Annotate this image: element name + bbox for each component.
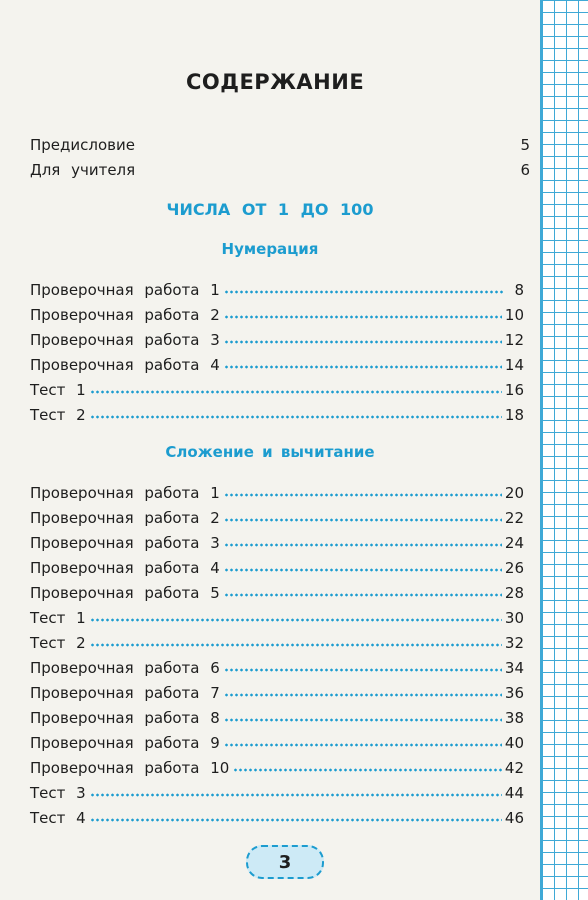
toc-label: Проверочная работа 1	[30, 484, 220, 502]
toc-row[interactable]	[30, 350, 524, 374]
toc-page-number: 20	[504, 484, 524, 502]
toc-label: Проверочная работа 2	[30, 509, 220, 527]
toc-leader	[224, 314, 502, 320]
toc-label: Для учителя	[30, 161, 136, 179]
toc-page-number: 18	[504, 406, 524, 424]
toc-page-number: 32	[504, 634, 524, 652]
toc-page-number: 14	[504, 356, 524, 374]
toc-label: Тест 2	[30, 406, 86, 424]
toc-page-number: 42	[504, 759, 524, 777]
toc-leader	[139, 144, 511, 150]
toc-leader	[90, 617, 502, 623]
toc-label: Проверочная работа 7	[30, 684, 220, 702]
toc-row[interactable]	[30, 325, 524, 349]
toc-leader	[224, 692, 502, 698]
toc-row-preface[interactable]	[30, 130, 530, 154]
toc-leader	[224, 667, 502, 673]
toc-row[interactable]	[30, 275, 524, 299]
toc-row[interactable]	[30, 503, 524, 527]
toc-row[interactable]	[30, 553, 524, 577]
toc-row[interactable]	[30, 578, 524, 602]
toc-page-number: 46	[504, 809, 524, 827]
toc-page-number: 44	[504, 784, 524, 802]
toc-row[interactable]	[30, 778, 524, 802]
toc-label: Тест 4	[30, 809, 86, 827]
toc-label: Тест 3	[30, 784, 86, 802]
toc-leader	[224, 742, 502, 748]
toc-label: Проверочная работа 8	[30, 709, 220, 727]
toc-leader	[224, 717, 502, 723]
toc-label: Предисловие	[30, 136, 135, 154]
toc-label: Проверочная работа 2	[30, 306, 220, 324]
toc-row[interactable]	[30, 753, 524, 777]
toc-row[interactable]	[30, 375, 524, 399]
toc-row[interactable]	[30, 400, 524, 424]
toc-page-number: 40	[504, 734, 524, 752]
toc-label: Тест 1	[30, 381, 86, 399]
toc-leader	[90, 389, 502, 395]
toc-label: Проверочная работа 9	[30, 734, 220, 752]
toc-page-number: 5	[520, 136, 530, 154]
toc-label: Проверочная работа 6	[30, 659, 220, 677]
toc-label: Тест 2	[30, 634, 86, 652]
toc-page-number: 38	[504, 709, 524, 727]
section-title-numeration: Нумерация	[221, 240, 319, 258]
toc-row[interactable]	[30, 653, 524, 677]
toc-leader	[224, 517, 502, 523]
toc-page-number: 28	[504, 584, 524, 602]
toc-leader	[90, 817, 502, 823]
toc-row[interactable]	[30, 728, 524, 752]
grid-margin-strip	[540, 0, 588, 900]
toc-page-number: 26	[504, 559, 524, 577]
toc-leader	[224, 364, 502, 370]
toc-leader	[224, 567, 502, 573]
toc-page-number: 34	[504, 659, 524, 677]
toc-label: Проверочная работа 5	[30, 584, 220, 602]
toc-leader	[224, 339, 502, 345]
toc-page-number: 6	[520, 161, 530, 179]
toc-page-number: 12	[504, 331, 524, 349]
toc-row-for-teacher[interactable]	[30, 155, 530, 179]
toc-leader	[90, 414, 502, 420]
toc-page-number: 22	[504, 509, 524, 527]
toc-label: Проверочная работа 3	[30, 534, 220, 552]
toc-row[interactable]	[30, 603, 524, 627]
toc-label: Проверочная работа 10	[30, 759, 230, 777]
toc-label: Тест 1	[30, 609, 86, 627]
section-title-numbers-1-100: ЧИСЛА ОТ 1 ДО 100	[166, 200, 374, 219]
toc-page-number: 30	[504, 609, 524, 627]
toc-leader	[139, 169, 511, 175]
page-number-badge	[246, 845, 324, 879]
toc-row[interactable]	[30, 528, 524, 552]
toc-leader	[90, 792, 502, 798]
toc-leader	[224, 542, 502, 548]
toc-leader	[224, 492, 502, 498]
toc-row[interactable]	[30, 703, 524, 727]
toc-row[interactable]	[30, 803, 524, 827]
toc-label: Проверочная работа 4	[30, 559, 220, 577]
toc-row[interactable]	[30, 478, 524, 502]
toc-row[interactable]	[30, 628, 524, 652]
toc-label: Проверочная работа 1	[30, 281, 220, 299]
toc-row[interactable]	[30, 678, 524, 702]
toc-leader	[90, 642, 502, 648]
toc-page-number: 16	[504, 381, 524, 399]
toc-page-number: 24	[504, 534, 524, 552]
toc-row[interactable]	[30, 300, 524, 324]
page-number: 3	[278, 851, 292, 873]
toc-page-number: 10	[504, 306, 524, 324]
section-title-addition-subtraction: Сложение и вычитание	[165, 443, 375, 461]
toc-label: Проверочная работа 3	[30, 331, 220, 349]
toc-leader	[224, 592, 502, 598]
toc-leader	[224, 289, 505, 295]
toc-page-number: 36	[504, 684, 524, 702]
toc-label: Проверочная работа 4	[30, 356, 220, 374]
toc-page-number: 8	[514, 281, 524, 299]
page-title: СОДЕРЖАНИЕ	[186, 70, 365, 94]
toc-leader	[233, 767, 502, 773]
